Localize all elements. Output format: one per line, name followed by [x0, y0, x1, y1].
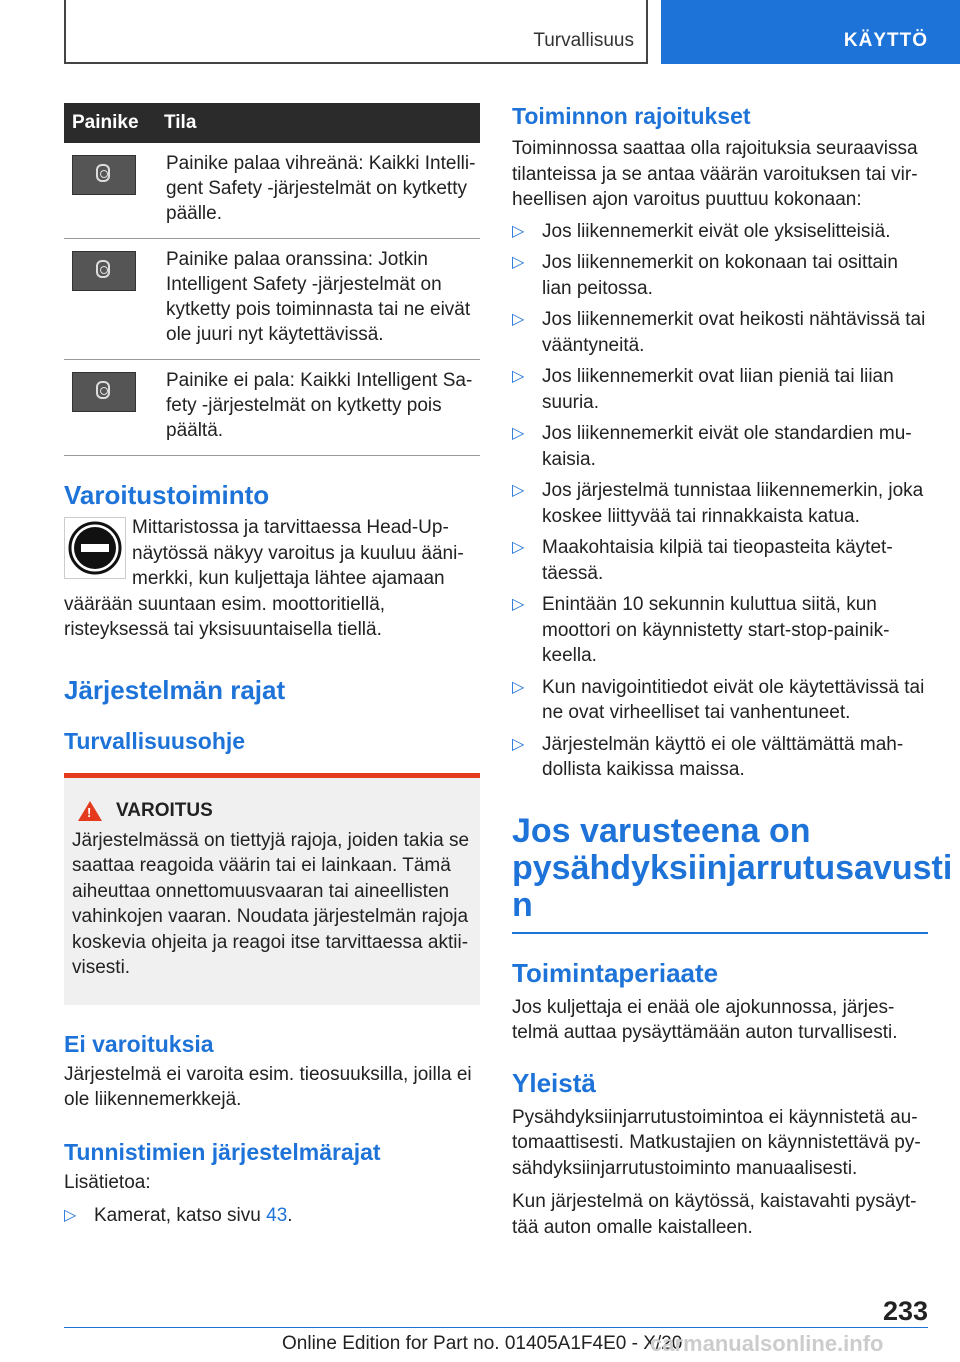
table-cell-text: Painike palaa oranssina: Jotkin Intelligent Safety -järjestelmät on kytketty pois toiminnasta tai ne eivät ole juuri nyt käytettävissä. [156, 239, 480, 360]
bullet-triangle-icon: ▷ [512, 222, 525, 240]
chapter-title: KÄYTTÖ [843, 30, 928, 51]
list-item: ▷ Kamerat, katso sivu 43. [64, 1203, 480, 1229]
left-column [64, 103, 480, 1235]
bullet-triangle-icon: ▷ [512, 596, 525, 613]
bullet-triangle-icon: ▷ [512, 539, 525, 556]
warning-triangle-icon [78, 801, 102, 821]
bullet-triangle-icon: ▷ [512, 254, 525, 271]
jarjestelman-rajat-heading: Järjestelmän rajat [64, 674, 286, 705]
table-header-button: Painike [64, 103, 156, 143]
intelligent-safety-button-icon [72, 372, 136, 412]
yleista-text-1: Pysähdyksiinjarrutustoimintoa ei käynnistetä automaattisesti. Matkustajien on käynnistettävä pysähdyksiinjarrutustoiminto manuaalisesti. [512, 1106, 921, 1179]
bullet-triangle-icon: ▷ [512, 368, 525, 385]
page-link[interactable]: 43 [266, 1205, 288, 1226]
ei-varoituksia-text: Järjestelmä ei varoita esim. tieosuuksilla, joilla ei ole liikennemerkkejä. [64, 1063, 472, 1110]
turvallisuusohje-heading: Turvallisuusohje [64, 727, 246, 754]
yleista-text-2: Kun järjestelmä on käytössä, kaistavahti pysäyttää auton omalle kaistalleen. [512, 1191, 917, 1238]
ei-varoituksia-heading: Ei varoituksia [64, 1030, 214, 1057]
header-left-box [64, 0, 648, 64]
bullet-triangle-icon: ▷ [512, 311, 525, 328]
tunnistimet-intro: Lisätietoa: [64, 1171, 151, 1193]
varoitustoiminto-heading: Varoitustoiminto [64, 480, 270, 510]
footer-divider [64, 1327, 928, 1328]
list-item: ▷ Jos liikennemerkit eivät ole yksiselitteisiä. [512, 219, 928, 245]
list-item: ▷ Jos järjestelmä tunnistaa liikennemerkin, joka koskee liittyvää tai rinnakkaista katua. [512, 480, 924, 527]
table-row [64, 360, 480, 456]
list-item: ▷ Enintään 10 sekunnin kuluttua siitä, kun moottori on käynnistetty start-stop-painikkeella. [512, 594, 890, 666]
yleista-heading: Yleistä [512, 1067, 596, 1098]
toimintaperiaate-heading: Toimintaperiaate [512, 957, 719, 988]
list-item: ▷ Jos liikennemerkit on kokonaan tai osittain lian peitossa. [512, 252, 898, 299]
intelligent-safety-button-icon [72, 251, 136, 291]
no-entry-sign-icon [64, 517, 126, 579]
list-item: ▷ Maakohtaisia kilpiä tai tieopasteita käytettäessä. [512, 537, 893, 584]
warning-title: VAROITUS [116, 799, 213, 821]
bullet-triangle-icon: ▷ [64, 1207, 77, 1224]
varoitustoiminto-block [64, 515, 480, 643]
list-item: ▷ Järjestelmän käyttö ei ole välttämättä mahdollista kaikissa maissa. [512, 733, 904, 780]
section-title: Turvallisuus [533, 30, 634, 51]
tunnistimet-list [64, 1203, 480, 1229]
right-column [512, 103, 953, 1240]
warning-text: Järjestelmässä on tiettyjä rajoja, joiden takia se saattaa reagoida väärin tai ei lainkaan. Tämä aiheuttaa onnettomuusvaaran tai aineellisten vahinkojen vaaran. Noudata järjestelmän rajoja koskevia ohjeita ja reagoi itse tarvittaessa aktiivisesti. [72, 829, 470, 978]
table-cell-text: Painike palaa vihreänä: Kaikki Intelligent Safety -järjestelmät on kytketty päälle. [156, 143, 480, 239]
rajoitukset-list [512, 219, 928, 783]
warning-box [64, 773, 480, 1005]
list-item: ▷ Jos liikennemerkit ovat liian pieniä tai liian suuria. [512, 366, 894, 413]
button-status-table [64, 103, 480, 456]
pysahdys-heading: Jos varusteena on pysähdyksiinjarrutusavusti n [512, 811, 953, 924]
bullet-triangle-icon: ▷ [512, 678, 525, 696]
table-cell-text: Painike ei pala: Kaikki Intelligent Safety -järjestelmät on kytketty pois päältä. [156, 360, 480, 456]
tunnistimet-heading: Tunnistimien järjestelmärajat [64, 1138, 381, 1165]
rajoitukset-heading: Toiminnon rajoitukset [512, 103, 751, 129]
rajoitukset-intro: Toiminnossa saattaa olla rajoituksia seuraavissa tilanteissa ja se antaa väärän varoituksen tai virheellisen ajon varoitus puuttuu kokonaan: [512, 138, 918, 210]
list-item: ▷ Kun navigointitiedot eivät ole käytettävissä tai ne ovat virheelliset tai vanhentuneet. [512, 676, 925, 723]
varoitustoiminto-text: Mittaristossa ja tarvittaessa Head-Up-näytössä näkyy varoitus ja kuuluu äänimerkki, kun kuljettaja lähtee ajamaan väärään suuntaan esim. moottoritiellä, risteyksessä tai yksisuuntaisella tiellä. [64, 517, 464, 640]
list-item: ▷ Jos liikennemerkit ovat heikosti nähtävissä tai vääntyneitä. [512, 309, 926, 356]
page-number: 233 [882, 1296, 928, 1326]
table-row [64, 143, 480, 239]
bullet-triangle-icon: ▷ [512, 735, 525, 753]
table-header-state: Tila [156, 103, 480, 143]
intelligent-safety-button-icon [72, 155, 136, 195]
bullet-triangle-icon: ▷ [512, 425, 525, 442]
table-row [64, 239, 480, 360]
edition-text: Online Edition for Part no. 01405A1F4E0 - X/20 [282, 1333, 683, 1354]
pysahdys-heading-block [512, 811, 953, 934]
list-item: ▷ Jos liikennemerkit eivät ole standardien mukaisia. [512, 423, 912, 470]
toimintaperiaate-text: Jos kuljettaja ei enää ole ajokunnossa, järjestelmä auttaa pysäyttämään auton turvallisesti. [512, 996, 898, 1043]
watermark: carmanualsonline.info [650, 1331, 884, 1356]
bullet-triangle-icon: ▷ [512, 482, 525, 499]
header-chapter-box [661, 0, 960, 64]
